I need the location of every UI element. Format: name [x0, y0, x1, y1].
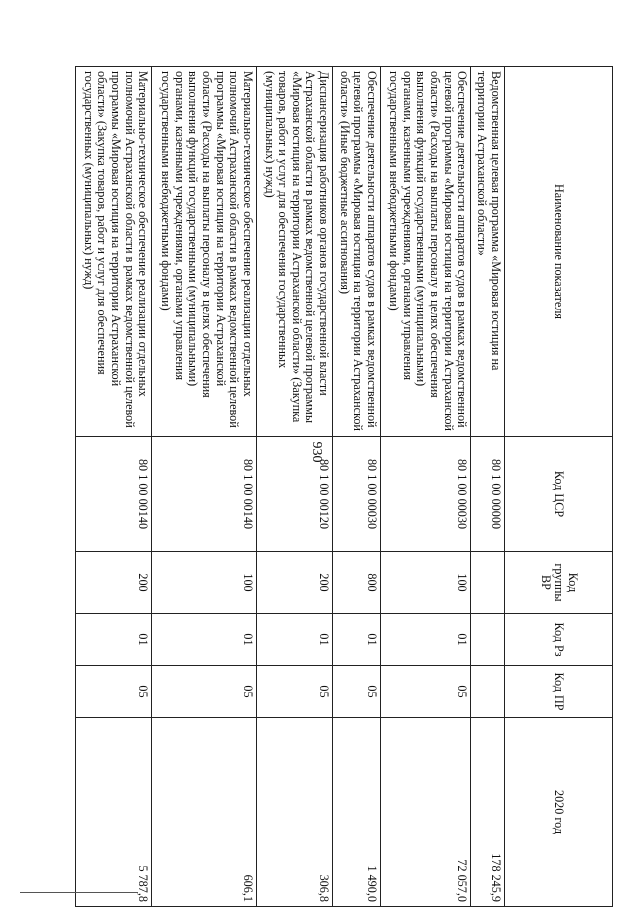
row-name: Ведомственная целевая программа «Мировая юстиция на территории Астраханской области» — [471, 67, 505, 437]
row-sum: 72 057,0 — [380, 718, 470, 907]
row-pr: 05 — [256, 666, 332, 718]
row-sum: 178 245,9 — [471, 718, 505, 907]
header-pr: Код ПР — [505, 666, 613, 718]
row-sum: 606,1 — [152, 718, 257, 907]
table-row — [76, 67, 152, 907]
header-rz: Код Рз — [505, 614, 613, 666]
row-csr: 80 1 00 00030 — [333, 437, 381, 552]
row-csr: 80 1 00 00000 — [471, 437, 505, 552]
table-row — [256, 67, 332, 907]
budget-table — [75, 66, 613, 907]
row-pr: 05 — [380, 666, 470, 718]
row-vr: 200 — [256, 552, 332, 614]
row-pr: 05 — [76, 666, 152, 718]
row-rz — [471, 614, 505, 666]
row-csr: 80 1 00 00140 — [152, 437, 257, 552]
row-name: Материально-техническое обеспечение реализации отдельных полномочий Астраханской области в рамках ведомственной целевой программы «Мировая юстиция на территории Астраханской области» (Закупка товаров, работ и услуг для обеспечения государственных (муниципальных) нужд) — [76, 67, 152, 437]
table-row — [471, 67, 505, 907]
row-name: Материально-техническое обеспечение реализации отдельных полномочий Астраханской области в рамках ведомственной целевой программы «Мировая юстиция на территории Астраханской области» (Расходы на выплаты персоналу в целях обеспечения выполнения функций государственными (муниципальными) органами, казенными учреждениями, органами управления государственными внебюджетными фондами) — [152, 67, 257, 437]
header-name: Наименование показателя — [505, 67, 613, 437]
row-rz: 01 — [76, 614, 152, 666]
row-rz: 01 — [333, 614, 381, 666]
row-name: Обеспечение деятельности аппаратов судов в рамках ведомственной целевой программы «Мировая юстиция на территории Астраханской области» (Расходы на выплаты персоналу в целях обеспечения выполнения функций государственными (муниципальными) органами, казенными учреждениями, органами управления государственными внебюджетными фондами) — [380, 67, 470, 437]
row-csr: 80 1 00 00140 — [76, 437, 152, 552]
row-pr: 05 — [333, 666, 381, 718]
row-sum: 306,8 — [256, 718, 332, 907]
row-rz: 01 — [152, 614, 257, 666]
row-name: Диспансеризация работников органов государственной власти Астраханской области в рамках ведомственной целевой программы «Мировая юстиция на территории Астраханской области» (Закупка товаров, работ и услуг для обеспечения государственных (муниципальных) нужд) — [256, 67, 332, 437]
footnote-divider — [20, 892, 138, 893]
row-pr — [471, 666, 505, 718]
row-vr: 100 — [152, 552, 257, 614]
row-rz: 01 — [380, 614, 470, 666]
row-vr: 800 — [333, 552, 381, 614]
page-number: 930 — [309, 441, 324, 463]
header-year: 2020 год — [505, 718, 613, 907]
row-sum: 5 787,8 — [76, 718, 152, 907]
header-vr: Код группы ВР — [505, 552, 613, 614]
row-vr — [471, 552, 505, 614]
header-csr: Код ЦСР — [505, 437, 613, 552]
row-csr: 80 1 00 00120 — [256, 437, 332, 552]
table-row — [152, 67, 257, 907]
budget-table-container — [75, 66, 613, 906]
row-sum: 1 490,0 — [333, 718, 381, 907]
row-vr: 100 — [380, 552, 470, 614]
row-csr: 80 1 00 00030 — [380, 437, 470, 552]
row-rz: 01 — [256, 614, 332, 666]
table-row — [333, 67, 381, 907]
row-vr: 200 — [76, 552, 152, 614]
row-name: Обеспечение деятельности аппаратов судов в рамках ведомственной целевой программы «Мировая юстиция на территории Астраханской области» (Иные бюджетные ассигнования) — [333, 67, 381, 437]
table-row — [380, 67, 470, 907]
row-pr: 05 — [152, 666, 257, 718]
table-header-row — [505, 67, 613, 907]
